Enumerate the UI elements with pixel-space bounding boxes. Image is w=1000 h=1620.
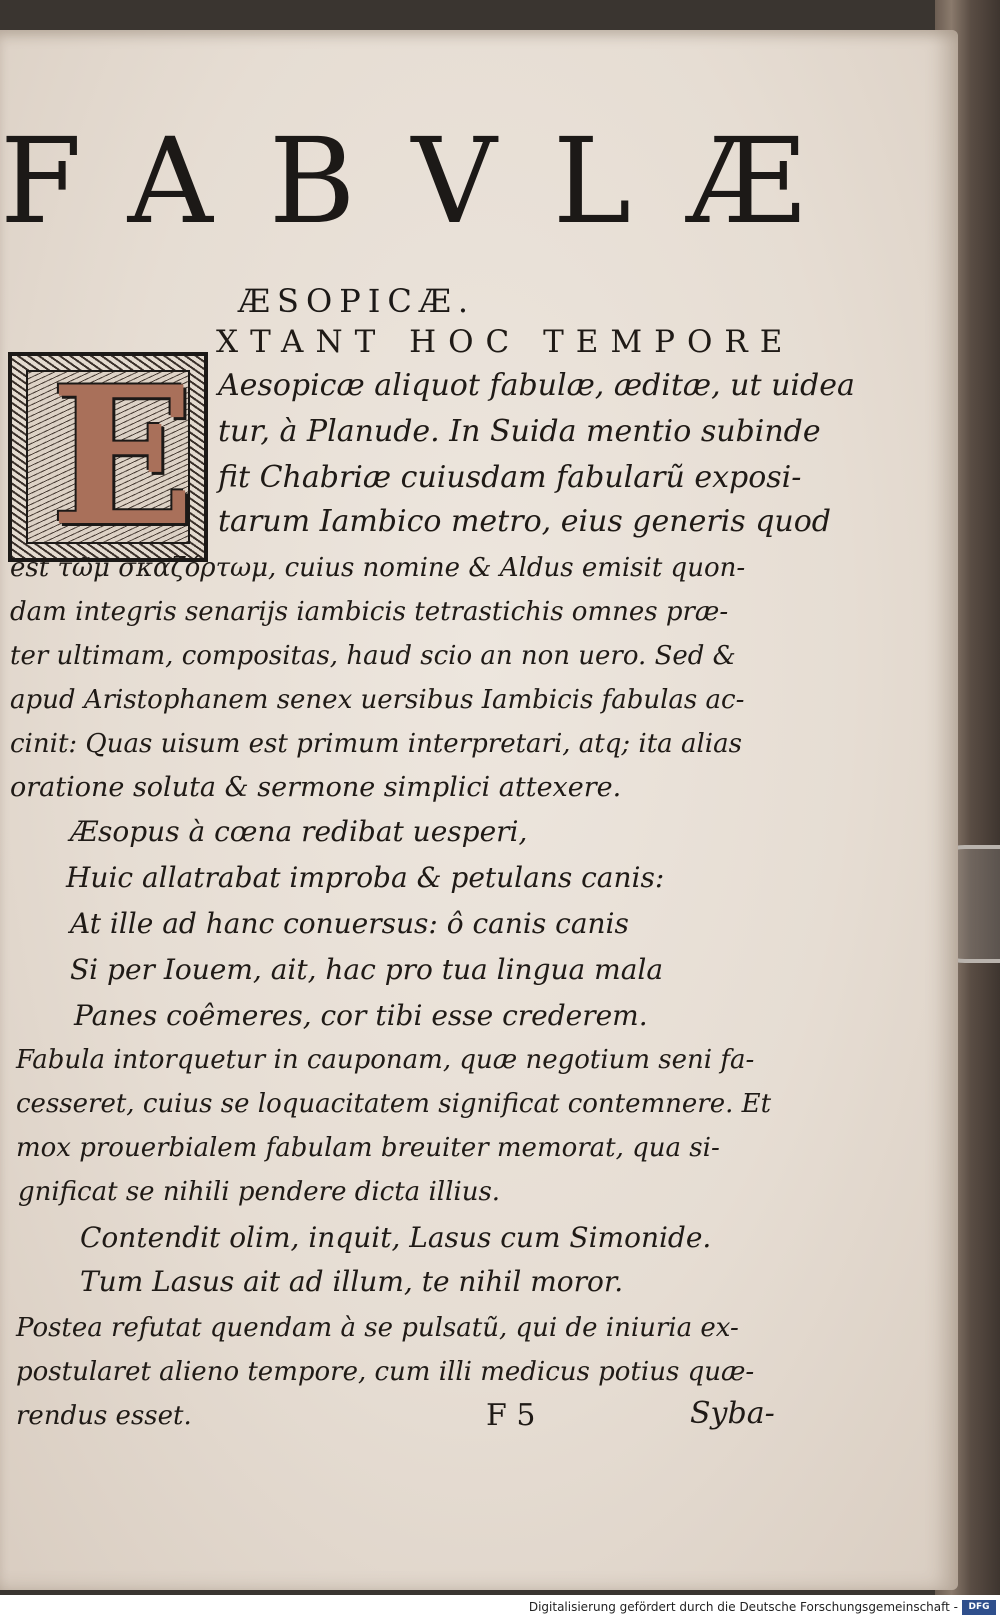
verse-line: Contendit olim, inquit, Lasus cum Simonide. bbox=[80, 1221, 712, 1254]
text-line: cinit: Quas uisum est primum interpretari, atq; ita alias bbox=[10, 729, 742, 759]
verse-line: Si per Iouem, ait, hac pro tua lingua mala bbox=[70, 953, 664, 986]
text-line: fit Chabriæ cuiusdam fabularũ exposi- bbox=[218, 460, 802, 495]
text-line: cesseret, cuius se loquacitatem significat contemnere. Et bbox=[16, 1089, 772, 1119]
catchword: Syba- bbox=[690, 1396, 775, 1431]
signature-mark: F 5 bbox=[486, 1398, 536, 1433]
initial-letter: E bbox=[50, 345, 195, 568]
text-line: ter ultimam, compositas, haud scio an non uero. Sed & bbox=[10, 641, 736, 671]
text-line: mox prouerbialem fabulam breuiter memorat, qua si- bbox=[16, 1133, 720, 1163]
subtitle: ÆSOPICÆ. bbox=[238, 282, 476, 320]
verse-line: Huic allatrabat improba & petulans canis: bbox=[66, 861, 665, 894]
text-line: tur, à Planude. In Suida mentio subinde bbox=[218, 414, 821, 449]
verse-line: Panes coêmeres, cor tibi esse crederem. bbox=[74, 999, 648, 1032]
text-line: rendus esset. bbox=[16, 1401, 192, 1431]
text-line: oratione soluta & sermone simplici attexere. bbox=[10, 772, 622, 803]
text-line: est τῶμ σκαζόρτωμ, cuius nomine & Aldus emisit quon- bbox=[10, 553, 746, 583]
text-line: gnificat se nihili pendere dicta illius. bbox=[18, 1177, 501, 1207]
decorated-initial bbox=[8, 345, 208, 568]
text-line: apud Aristophanem senex uersibus Iambicis fabulas ac- bbox=[10, 685, 745, 715]
verse-line: Tum Lasus ait ad illum, te nihil moror. bbox=[80, 1265, 624, 1298]
text-line: Fabula intorquetur in cauponam, quæ negotium seni fa- bbox=[16, 1045, 755, 1075]
verse-line: At ille ad hanc conuersus: ô canis canis bbox=[70, 907, 629, 940]
text-line: dam integris senarijs iambicis tetrastichis omnes præ- bbox=[10, 597, 729, 627]
text-line: Aesopicæ aliquot fabulæ, æditæ, ut uidea bbox=[218, 368, 855, 403]
verse-line: Æsopus à cœna redibat uesperi, bbox=[70, 815, 528, 848]
text-line: Postea refutat quendam à se pulsatũ, qui de iniuria ex- bbox=[16, 1313, 739, 1343]
book-page bbox=[0, 30, 958, 1590]
dfg-logo-icon: DFG bbox=[962, 1600, 996, 1615]
credit-text: Digitalisierung gefördert durch die Deutsche Forschungsgemeinschaft - bbox=[528, 1600, 958, 1614]
digitization-credit bbox=[0, 1595, 1000, 1620]
text-line: XTANT HOC TEMPORE bbox=[216, 324, 795, 360]
text-line: postularet alieno tempore, cum illi medicus potius quæ- bbox=[16, 1357, 755, 1387]
text-line: tarum Iambico metro, eius generis quod bbox=[218, 504, 831, 539]
running-title: FABVLÆ bbox=[0, 112, 862, 250]
